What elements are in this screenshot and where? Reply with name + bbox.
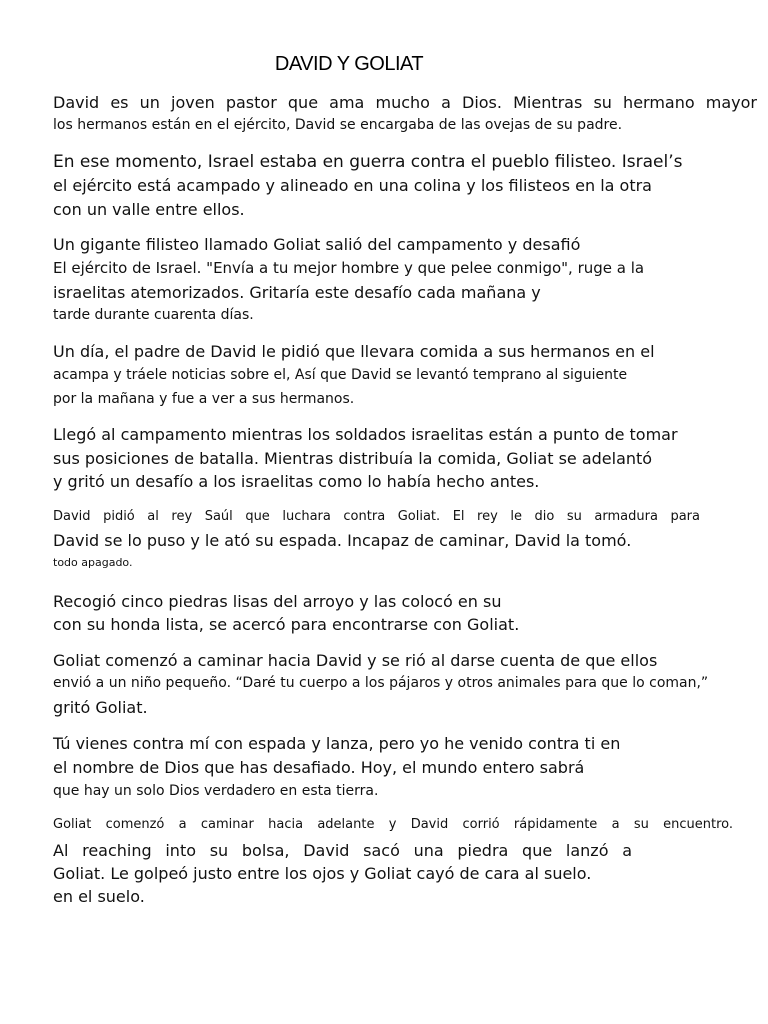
page-title: DAVID Y GOLIAT [274,53,424,75]
text-line: acampa y tráele noticias sobre el, Así que David se levantó temprano al siguiente [53,367,628,383]
text-line: los hermanos están en el ejército, David se encargaba de las ovejas de su padre. [53,117,623,133]
text-line: Al reaching into su bolsa, David sacó una piedra que lanzó a [53,841,632,860]
text-line: con un valle entre ellos. [53,200,245,219]
text-line: con su honda lista, se acercó para encontrarse con Goliat. [53,615,520,634]
text-line: todo apagado. [53,556,133,569]
text-line: Goliat comenzó a caminar hacia David y se rió al darse cuenta de que ellos [53,651,658,670]
text-line: David es un joven pastor que ama mucho a Dios. Mientras su hermano mayor [53,93,757,112]
text-line: en el suelo. [53,887,145,906]
text-line: Goliat. Le golpeó justo entre los ojos y Goliat cayó de cara al suelo. [53,864,592,883]
text-line: En ese momento, Israel estaba en guerra contra el pueblo filisteo. Israel’s [53,152,683,172]
text-line: gritó Goliat. [53,698,148,717]
text-line: que hay un solo Dios verdadero en esta tierra. [53,783,379,799]
text-line: israelitas atemorizados. Gritaría este desafío cada mañana y [53,283,541,302]
text-line: por la mañana y fue a ver a sus hermanos. [53,391,355,407]
text-line: el nombre de Dios que has desafiado. Hoy, el mundo entero sabrá [53,758,585,777]
text-line: Tú vienes contra mí con espada y lanza, pero yo he venido contra ti en [53,734,621,753]
text-line: El ejército de Israel. "Envía a tu mejor hombre y que pelee conmigo", ruge a la [53,259,645,277]
text-line: envió a un niño pequeño. “Daré tu cuerpo a los pájaros y otros animales para que lo coman,” [53,675,709,691]
text-line: Goliat comenzó a caminar hacia adelante y David corrió rápidamente a su encuentro. [53,817,733,832]
text-line: el ejército está acampado y alineado en una colina y los filisteos en la otra [53,176,652,195]
text-line: tarde durante cuarenta días. [53,307,254,323]
text-line: David se lo puso y le ató su espada. Incapaz de caminar, David la tomó. [53,531,632,550]
text-line: David pidió al rey Saúl que luchara contra Goliat. El rey le dio su armadura para [53,509,700,524]
text-line: Un día, el padre de David le pidió que llevara comida a sus hermanos en el [53,342,655,361]
text-line: Recogió cinco piedras lisas del arroyo y las colocó en su [53,592,502,611]
text-line: sus posiciones de batalla. Mientras distribuía la comida, Goliat se adelantó [53,449,653,468]
text-line: Llegó al campamento mientras los soldados israelitas están a punto de tomar [53,425,678,444]
text-line: Un gigante filisteo llamado Goliat salió del campamento y desafió [53,235,581,254]
text-line: y gritó un desafío a los israelitas como lo había hecho antes. [53,472,540,491]
